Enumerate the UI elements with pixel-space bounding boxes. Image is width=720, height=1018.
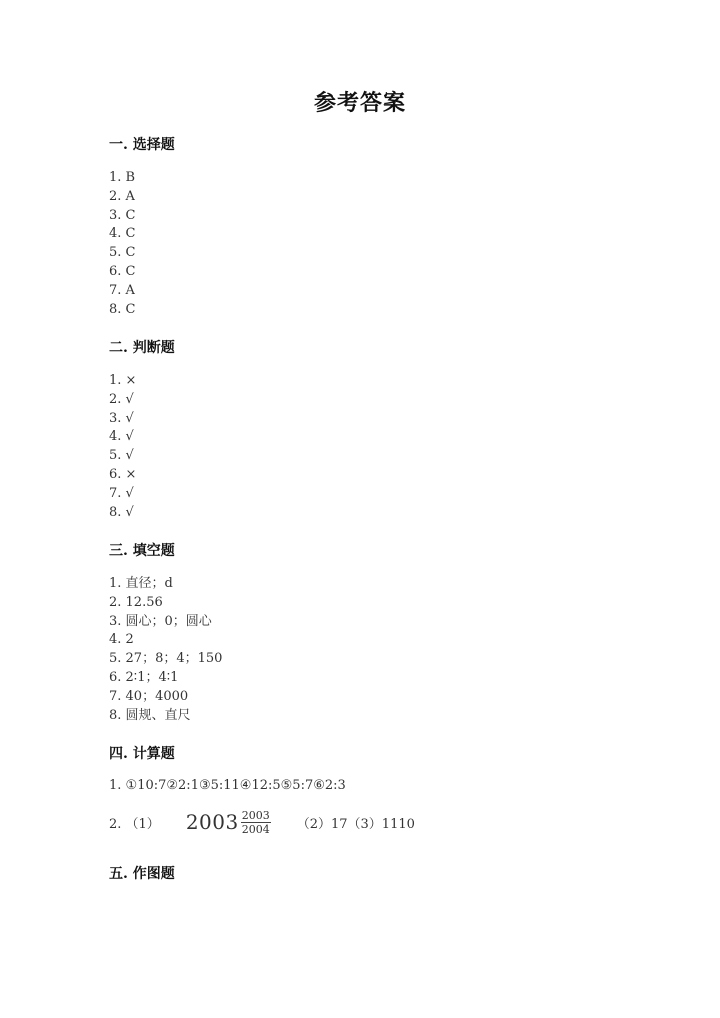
list-item: 4. √ [109, 429, 134, 445]
list-item: 2. A [109, 188, 135, 204]
list-item: 6. C [109, 263, 136, 279]
section-heading-choice: 一. 选择题 [109, 137, 175, 153]
choice-answer-list [109, 169, 135, 319]
list-item: 5. √ [109, 448, 134, 464]
calc-answer-1: 1. ①10:7②2:1③5:11④12:5⑤5:7⑥2:3 [109, 778, 346, 793]
section-heading-calc: 四. 计算题 [109, 746, 175, 762]
section-heading-draw: 五. 作图题 [109, 866, 175, 882]
fill-answer-list [109, 575, 222, 725]
list-item: 6. 2∶1；4∶1 [109, 669, 179, 685]
fraction-numerator: 2003 [241, 808, 270, 822]
section-heading-judge: 二. 判断题 [109, 340, 175, 356]
fraction-denominator: 2004 [241, 822, 270, 836]
list-item: 1. × [109, 373, 137, 388]
judge-answer-list [109, 372, 136, 522]
list-item: 3. 圆心；0；圆心 [109, 613, 212, 629]
list-item: 2. 12.56 [109, 594, 163, 610]
fraction [241, 809, 271, 836]
calc-answer-2 [109, 805, 415, 839]
list-item: 2. √ [109, 391, 134, 407]
list-item: 1. 直径；d [109, 576, 173, 591]
list-item: 5. 27；8；4；150 [109, 651, 223, 667]
list-item: 6. × [109, 466, 137, 482]
list-item: 4. C [109, 226, 136, 242]
mixed-number [186, 809, 271, 836]
list-item: 4. 2 [109, 632, 134, 648]
list-item: 5. C [109, 245, 136, 261]
calc-answer-2-prefix: 2. （1） [109, 816, 160, 832]
list-item: 3. √ [109, 410, 134, 426]
list-item: 7. √ [109, 485, 134, 501]
list-item: 8. C [109, 301, 136, 317]
mixed-number-whole: 2003 [185, 810, 239, 834]
section-heading-fill: 三. 填空题 [109, 543, 175, 559]
calc-answer-2-suffix: （2）17（3）1110 [296, 816, 415, 832]
list-item: 3. C [109, 207, 136, 223]
list-item: 7. 40；4000 [109, 688, 189, 704]
list-item: 8. √ [109, 504, 134, 520]
list-item: 8. 圆规、直尺 [109, 707, 191, 723]
list-item: 7. A [109, 282, 135, 298]
page-title: 参考答案 [313, 90, 406, 116]
list-item: 1. B [109, 170, 136, 185]
